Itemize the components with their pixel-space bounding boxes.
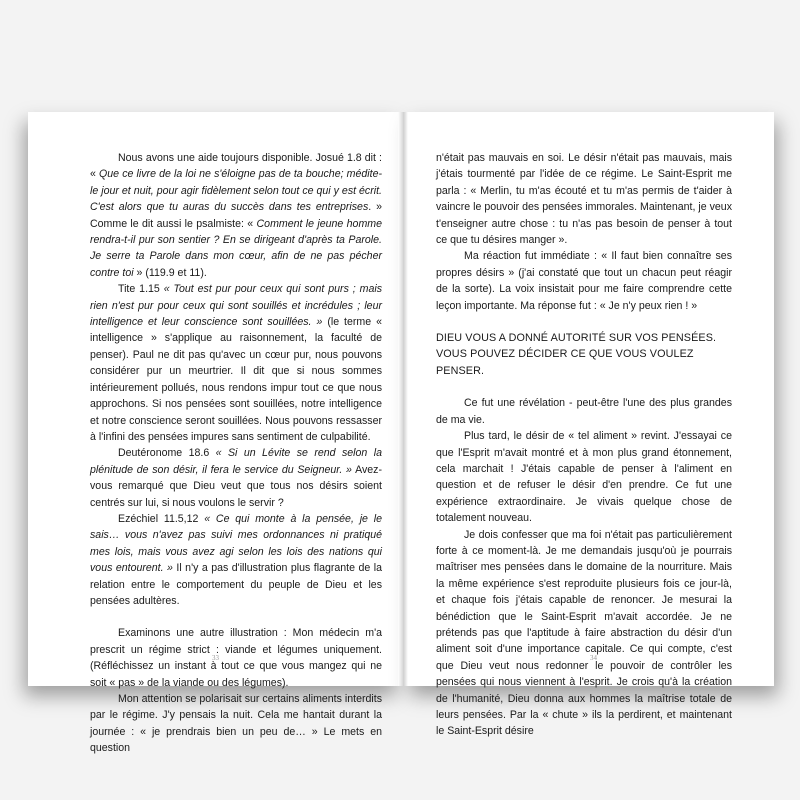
text-run: Il n'y a pas d'illustration plus flagrante de la relation entre le comportement du peuple de Dieu et les pensées adultères. (90, 562, 382, 607)
quoted-scripture: « Si un Lévite se rend selon la plénitude de son désir, il fera le service du Seigneur. » (90, 447, 382, 476)
text-run: Tite 1.15 (118, 283, 164, 296)
paragraph (436, 527, 732, 740)
right-page (406, 112, 774, 738)
right-page-text (436, 150, 732, 740)
text-run: Examinons une autre illustration : Mon médecin m'a prescrit un régime strict : viande et légumes uniquement. (Réfléchissez un instant à tout ce que vous mangez qui ne soit « pas » de la viande ou des légumes). (90, 627, 382, 689)
text-run: Deutéronome 18.6 (118, 447, 216, 460)
paragraph (436, 150, 732, 248)
right-page-bottom-paragraphs (436, 395, 732, 740)
left-page-text (90, 150, 382, 757)
page-number-right: 34 (590, 654, 597, 662)
text-run: Mon attention se polarisait sur certains aliments interdits par le régime. J'y pensais la nuit. Cela me hantait durant la journée : « je prendrais bien un peu de… » Le mets en question (90, 693, 382, 755)
paragraph (436, 395, 732, 428)
text-run: Ezéchiel 11.5,12 (118, 512, 205, 525)
paragraph (436, 428, 732, 526)
emphasis-line-2: VOUS POUVEZ DÉCIDER CE QUE VOUS VOULEZ PENSER. (436, 348, 694, 377)
emphasis-heading (436, 330, 732, 379)
text-run: . » Comme le dit aussi le psalmiste: « (90, 201, 382, 230)
text-run: » (119.9 et 11). (133, 266, 207, 279)
page-number-left: 33 (212, 654, 219, 662)
paragraph (90, 691, 382, 757)
quoted-scripture: « Tout est pur pour ceux qui sont purs ; mais rien n'est pur pour ceux qui sont souillés et incrédules ; leur intelligence et leur conscience sont souillées. » (90, 283, 382, 329)
book-gutter (398, 112, 408, 686)
paragraph (90, 625, 382, 691)
quoted-scripture: Que ce livre de la loi ne s'éloigne pas de ta bouche; médite-le jour et nuit, pour agir fidèlement selon tout ce qui y est écrit. C'est alors que tu auras du succès dans tes entreprises (90, 168, 383, 214)
paragraph (90, 511, 382, 609)
text-run: Nous avons une aide toujours disponible. Josué 1.8 dit : « (90, 152, 382, 181)
paragraph (436, 248, 732, 314)
paragraph (90, 445, 382, 511)
paragraph (90, 150, 382, 281)
quoted-scripture: « Ce qui monte à la pensée, je le sais… vous n'avez pas suivi mes ordonnances ni pratiqué mes lois, mais vous avez agi selon les lois des nations qui vous entourent. » (90, 512, 382, 575)
text-run: Je dois confesser que ma foi n'était pas particulièrement forte à ce moment-là. Je me demandais jusqu'où je pourrais maîtriser mes pensées dans le domaine de la nourriture. Mais la même expérience s'est reproduite plusieurs fois ce jour-là, et chaque fois j'étais capable de renoncer. Je mesurai la bénédiction que le Saint-Esprit m'avait accordée. Je ne prétends pas que l'aptitude à faire abstraction du désir d'un aliment soit d'une importance capitale. Ce qui compte, c'est que Dieu veut nous redonner le pouvoir de contrôler les pensées qui nous viennent à l'esprit. Je crois qu'à la création de l'humanité, Dieu donna aux hommes la maîtrise totale de leurs pensées. Par la « chute » ils la perdirent, et maintenant le Saint-Esprit désire (436, 528, 732, 738)
text-run: n'était pas mauvais en soi. Le désir n'était pas mauvais, mais j'étais tourmenté par l'idée de ce régime. Le Saint-Esprit me parla : « Merlin, tu m'as écouté et tu m'as permis de t'aider à vaincre le pouvoir des pensées immorales. Maintenant, je veux t'enseigner autre chose : tu n'as pas besoin de penser à tout ce que tu désires manger ». (436, 152, 732, 247)
left-page (28, 112, 400, 755)
text-run: Ce fut une révélation - peut-être l'une des plus grandes de ma vie. (436, 397, 732, 426)
text-run: Ma réaction fut immédiate : « Il faut bien connaître ses propres désirs » (j'ai constaté que tout un chacun peut réagir de la sorte). La voix insistait pour me faire comprendre cette leçon importante. Ma réponse fut : « Je n'y peux rien ! » (436, 250, 732, 312)
quoted-scripture: Comment le jeune homme rendra-t-il pur son sentier ? En se dirigeant d'après ta Parole. Je serre ta Parole dans mon cœur, afin de ne pas pécher contre toi (90, 217, 382, 279)
text-run: Avez-vous remarqué que Dieu veut que tous nos désirs soient centrés sur lui, si nous voulons le servir ? (90, 463, 382, 509)
text-run: (le terme « intelligence » s'applique au raisonnement, la faculté de penser). Paul ne dit pas qu'avec un cœur pur, nous pouvons considérer pur un meurtrier. Il dit que si nous sommes intérieurement pollués, nous rendons impur tout ce que nous approchons. Si nos pensées sont souillées, notre intelligence et notre conscience seront souillées. Nous pouvons ressasser à l'infini des pensées impures sans sentiment de culpabilité. (90, 316, 382, 443)
right-page-top-paragraphs (436, 150, 732, 314)
text-run: Plus tard, le désir de « tel aliment » revint. J'essayai ce que l'Esprit m'avait montré et à mon plus grand étonnement, cela marchait ! J'étais capable de penser à l'aliment en question et de refuser le désir d'en prendre. Ce fut une expérience extraordinaire. Je vivais quelque chose de totalement nouveau. (436, 430, 732, 525)
book-spread (28, 112, 774, 755)
paragraph (90, 281, 382, 445)
emphasis-line-1: DIEU VOUS A DONNÉ AUTORITÉ SUR VOS PENSÉES. (436, 332, 717, 345)
